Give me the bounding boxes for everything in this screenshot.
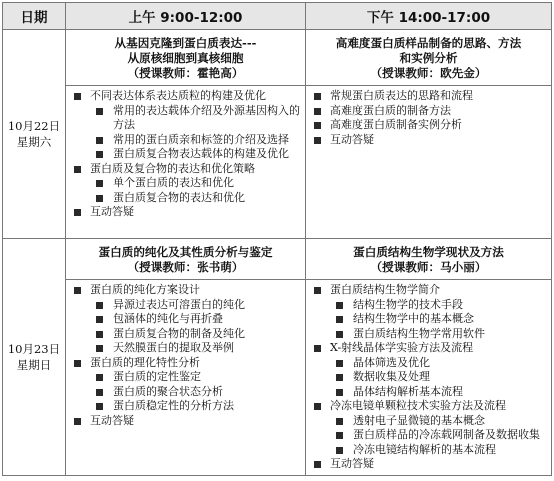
session-title: [66, 239, 305, 279]
schedule-table: [2, 2, 552, 476]
bullet-icon: [336, 432, 343, 439]
date-header: 日期: [3, 3, 66, 30]
bullet-icon: [96, 137, 103, 144]
topic-text: 常规蛋白质表达的思路和流程: [330, 89, 473, 102]
topic-text: 冷冻电镜结构解析的基本流程: [353, 442, 496, 456]
topic-text: 包涵体的纯化与再折叠: [113, 312, 223, 325]
topic-item: [310, 283, 547, 298]
subtopic-item: [70, 104, 301, 119]
morning-session: [66, 30, 306, 239]
subtopic-item: [70, 298, 301, 313]
topic-text: 不同表达体系表达质粒的构建及优化: [90, 89, 266, 102]
session-title-line: （授课教师：欧先金）: [370, 66, 487, 80]
subtopic-item: [310, 327, 547, 342]
date-cell: [3, 30, 66, 239]
topic-text: 冷冻电镜单颗粒技术实验方法及流程: [330, 399, 506, 412]
subtopic-item: [310, 298, 547, 313]
session-title-line: 从基因克隆到蛋白质表达---: [114, 36, 257, 50]
topic-text: 高难度蛋白质制备实例分析: [330, 118, 462, 131]
topic-text: 蛋白质复合物的表达和优化: [113, 190, 245, 204]
topic-item: [70, 356, 301, 371]
topic-text: 蛋白质结构生物学常用软件: [353, 326, 485, 340]
bullet-icon: [336, 360, 343, 367]
topic-text: 方法: [113, 118, 135, 131]
afternoon-header: 下午 14:00-17:00: [306, 3, 552, 30]
topic-text: 蛋白质复合物表达载体的构建及优化: [113, 147, 289, 160]
session-title-line: 从原核细胞到真核细胞: [127, 51, 244, 65]
topic-text: 蛋白质的理化特性分析: [90, 355, 200, 369]
bullet-icon: [96, 316, 103, 323]
afternoon-session: [306, 239, 552, 476]
bullet-icon: [96, 403, 103, 410]
bullet-icon: [314, 287, 321, 294]
topic-text: 蛋白质稳定性的分析方法: [113, 399, 234, 412]
date-label: 10月23日: [7, 341, 61, 356]
bullet-icon: [74, 166, 81, 173]
morning-session: [66, 239, 306, 476]
session-title-line: （授课教师：马小丽）: [370, 260, 487, 274]
topic-text: 蛋白质的纯化方案设计: [90, 283, 200, 296]
header-row: [3, 3, 552, 30]
bullet-icon: [314, 93, 321, 100]
subtopic-item: [70, 385, 301, 400]
bullet-icon: [96, 389, 103, 396]
topic-text: 常用的表达载体介绍及外源基因构入的: [113, 103, 300, 117]
bullet-icon: [96, 195, 103, 202]
topic-text: 互动答疑: [90, 413, 134, 427]
topic-item: [310, 89, 547, 104]
topic-item: [70, 89, 301, 104]
morning-header: 上午 9:00-12:00: [66, 3, 306, 30]
bullet-icon: [74, 209, 81, 216]
bullet-icon: [96, 374, 103, 381]
topic-text: 蛋白质结构生物学简介: [330, 283, 440, 296]
subtopic-item: [310, 443, 547, 458]
topic-text: 异源过表达可溶蛋白的纯化: [113, 297, 245, 311]
bullet-icon: [314, 122, 321, 129]
bullet-icon: [74, 93, 81, 100]
topic-item: [70, 283, 301, 298]
topic-text: 高难度蛋白质的制备方法: [330, 103, 451, 117]
topic-list: [306, 279, 551, 475]
topic-list: [66, 279, 305, 431]
date-cell: [3, 239, 66, 476]
topic-item: [70, 205, 301, 220]
bullet-icon: [96, 180, 103, 187]
session-title-line: 蛋白质结构生物学现状及方法: [353, 245, 504, 259]
topic-text: 蛋白质样品的冷冻载网制备及数据收集: [353, 428, 540, 441]
topic-item: [310, 399, 547, 414]
bullet-icon: [336, 316, 343, 323]
subtopic-item: [310, 370, 547, 385]
bullet-icon: [96, 108, 103, 115]
topic-text: 结构生物学中的基本概念: [353, 312, 474, 325]
bullet-icon: [74, 287, 81, 294]
subtopic-continuation: [70, 118, 301, 133]
bullet-icon: [96, 331, 103, 338]
bullet-icon: [96, 151, 103, 158]
session-title: [66, 30, 305, 85]
session-title: [306, 239, 551, 279]
subtopic-item: [70, 176, 301, 191]
subtopic-item: [310, 356, 547, 371]
topic-item: [70, 414, 301, 429]
topic-text: 透射电子显微镜的基本概念: [353, 413, 485, 427]
topic-text: 互动答疑: [330, 132, 374, 146]
topic-text: 晶体筛选及优化: [353, 355, 430, 369]
bullet-icon: [336, 331, 343, 338]
topic-text: 互动答疑: [330, 457, 374, 470]
bullet-icon: [336, 447, 343, 454]
subtopic-item: [70, 133, 301, 148]
topic-text: 蛋白质的定性鉴定: [113, 370, 201, 383]
subtopic-item: [310, 414, 547, 429]
bullet-icon: [336, 418, 343, 425]
topic-item: [310, 341, 547, 356]
topic-text: 晶体结构解析基本流程: [353, 384, 463, 398]
date-label: 10月22日: [7, 119, 61, 133]
bullet-icon: [74, 360, 81, 367]
bullet-icon: [336, 302, 343, 309]
bullet-icon: [74, 418, 81, 425]
session-title-line: 和实例分析: [399, 51, 458, 65]
topic-item: [310, 133, 547, 148]
topic-text: 单个蛋白质的表达和优化: [113, 176, 234, 189]
session-title-line: 蛋白质的纯化及其性质分析与鉴定: [98, 245, 273, 259]
bullet-icon: [314, 137, 321, 144]
bullet-icon: [314, 403, 321, 410]
topic-item: [310, 118, 547, 133]
topic-item: [70, 162, 301, 177]
topic-text: 互动答疑: [90, 205, 134, 218]
topic-text: X-射线晶体学实验方法及流程: [330, 341, 474, 354]
subtopic-item: [310, 312, 547, 327]
weekday-label: 星期六: [16, 135, 52, 149]
subtopic-item: [70, 147, 301, 162]
topic-list: [306, 85, 551, 150]
session-title-line: （授课教师：张书萌）: [127, 260, 244, 274]
session-title-line: 高难度蛋白质样品制备的思路、方法: [335, 36, 522, 50]
session-title: [306, 30, 551, 85]
subtopic-item: [70, 327, 301, 342]
subtopic-item: [70, 312, 301, 327]
topic-text: 数据收集及处理: [353, 370, 430, 383]
topic-text: 结构生物学的技术手段: [353, 297, 463, 311]
day-row: [3, 239, 552, 476]
topic-item: [310, 104, 547, 119]
session-title-line: （授课教师：霍艳高）: [127, 66, 244, 80]
bullet-icon: [336, 389, 343, 396]
weekday-label: 星期日: [16, 357, 52, 372]
subtopic-item: [70, 341, 301, 356]
bullet-icon: [336, 374, 343, 381]
day-row: [3, 30, 552, 239]
bullet-icon: [314, 461, 321, 468]
topic-item: [310, 457, 547, 472]
subtopic-item: [70, 370, 301, 385]
subtopic-item: [70, 399, 301, 414]
topic-text: 天然膜蛋白的提取及举例: [113, 341, 234, 354]
subtopic-item: [310, 428, 547, 443]
topic-text: 蛋白质及复合物的表达和优化策略: [90, 161, 255, 175]
topic-text: 蛋白质的聚合状态分析: [113, 384, 223, 398]
topic-text: 常用的蛋白质亲和标签的介绍及选择: [113, 132, 289, 146]
bullet-icon: [96, 302, 103, 309]
bullet-icon: [96, 345, 103, 352]
subtopic-item: [310, 385, 547, 400]
bullet-icon: [314, 108, 321, 115]
bullet-icon: [314, 345, 321, 352]
afternoon-session: [306, 30, 552, 239]
subtopic-item: [70, 191, 301, 206]
topic-text: 蛋白质复合物的制备及纯化: [113, 326, 245, 340]
topic-list: [66, 85, 305, 223]
